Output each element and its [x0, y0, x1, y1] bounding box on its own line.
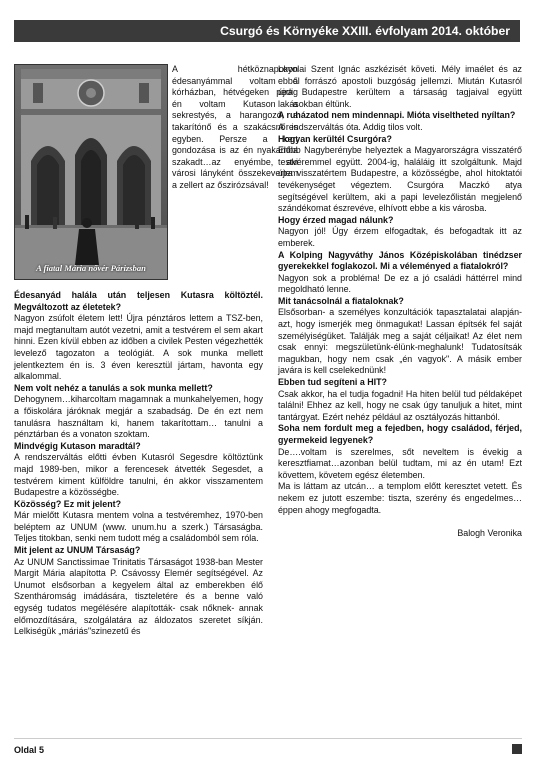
interview-question: Mit tanácsolnál a fiataloknak?	[278, 295, 404, 306]
interview-answer: A rendszerváltás előtti évben Kutasról Segesdre költöztünk majd 1989-ben, mikor a ferencesek átvették Segesdet, a testvérem kiment külföldre tanulni, én akkor visszamentem Budapestre a közösségbe.	[14, 452, 263, 498]
page-header-bar	[14, 20, 520, 42]
interview-question: A ruházatod nem mindennapi. Miótа viseltheted nyíltan?	[278, 110, 516, 121]
article-column-left	[14, 290, 263, 638]
interview-question: A Kolping Nagyváthy János Középiskolában tinédzser gyerekekkel foglakozol. Mi a véleményed a fiatalokról?	[278, 249, 522, 272]
interview-answer: De….voltam is szerelmes, sőt neveltem is évekig a keresztfiamat…azonban belül tudtam, mi az én utam! Ezt követtem, követem egész életemben.	[278, 446, 522, 480]
interview-answer: A rendszerváltás óta. Addig tilos volt.	[278, 121, 423, 132]
interview-question: Hogyan kerültél Csurgóra?	[278, 133, 392, 144]
cathedral-photo-image	[15, 65, 167, 279]
interview-answer: Már mielőtt Kutasra mentem volna a testvéremhez, 1970-ben beléptem az UNUM (www. unum.hu a szerk.) Társaságba. Teljes titokban, senki nem tudott még a családomból sem róla.	[14, 510, 263, 544]
footer-square-mark	[512, 744, 522, 754]
interview-closing: Ma is láttam az utcán… a templom előtt keresztet vetett. És nekem ez jutott eszembe: tiszta, szerény és engedelmes…éppen ahogy megfogadta.	[278, 481, 522, 515]
interview-question: Soha nem fordult meg a fejedben, hogy családod, férjed, gyermekeid legyenek?	[278, 423, 522, 445]
footer-rule	[14, 738, 522, 739]
interview-answer: Csak akkor, ha el tudja fogadni! Ha hiten belül tud példaképet találni! Ehhez az kell, hogy ne csak úgy tanuljuk a hitet, mint tantárgyat. Ezért nehéz például az osztályozás hittanból.	[278, 388, 522, 422]
interview-question: Ebben tud segíteni a HIT?	[278, 377, 387, 388]
page-header-title: Csurgó és Környéke XXIII. évfolyam 2014. október	[220, 24, 510, 38]
interview-question: Hogy érzed magad nálunk?	[278, 214, 394, 225]
author-signature: Balogh Veronika	[457, 527, 522, 538]
interview-answer: Az UNUM Sanctissimae Trinitatis Társaságot 1938-ban Mester Margit Mária alapította P. Csávossy Elemér segítségével. Az Unumot elsősorban a kegyelem által az emberekben élő Szentháromság imádására, tiszteletére és a benne való egység tudatos megélésére alapították- csak nőknek- annak előmozdítására, szolgálatára az áldozatos szeretet síkján. Lelkiségük „máriás"szinezetű és	[14, 556, 263, 637]
interview-question: Nem volt nehéz a tanulás a sok munka mellett?	[14, 382, 213, 393]
article-paragraph: A hétköznapokon édesanyámmal voltam a kórházban, hétvégeken pedig én voltam Kutason a sekrestyés, a harangozó, a takarítónő és a szakácsnő is egyben. Persze a kert gondozása is az én nyakamba szakadt…az enyémbe, aki városi lányként összekevertem a zellert az őszirózsával!	[172, 64, 298, 190]
interview-answer: Előbb Nagyberénybe helyeztek a Magyarországra visszatérő testvéremmel együtt. 2004-ig, haláláig itt szolgáltunk. Majd újra visszatértem Budapestre, a közösségbe, ahol hitoktatói tevékenységet végeztem. Csurgóra Maczkó atya segítségével kerültem, aki a papi levelezőlistán megjelenő szándékomat észrevéve, elhívott ebbe a kis városba.	[278, 145, 522, 214]
interview-answer: Nagyon sok a probléma! De ez a jó családi háttérrel mind megoldható lenne.	[278, 272, 522, 295]
interview-answer: Nagyon jól! Úgy érzem elfogadtak, és befogadtak itt az emberek.	[278, 226, 522, 248]
page-number: Oldal 5	[14, 745, 45, 755]
interview-answer: Elsősorban- a személyes konzultációk tapasztalatai alapján-azt, hogy ismerjék meg önmagukat! Lassan építsék fel saját személyiségüket. Találják meg a saját céljaikat! Az élet nem csak ennyi: megszületünk-élünk-meghalunk! Tudatosítsák magukban, hogy nem csak „én vagyok". A másik ember javára is kell cselekednünk!	[278, 307, 522, 376]
interview-question: Mindvégig Kutason maradtál?	[14, 440, 141, 451]
interview-answer: Loyolai Szent Ignác aszkézisét követi. Mély imaélet és az ebből forrászó apostoli buzgóság jellemzi. Miután Kutasról újra Budapestre kerültem a társaság tagjaival együtt lakásokban éltünk.	[278, 64, 522, 109]
interview-question: Édesanyád halála után teljesen Kutasra költöztél. Megváltozott az életetek?	[14, 290, 263, 312]
photo-nun-in-paris	[14, 64, 168, 280]
article-column-right	[278, 64, 522, 539]
interview-answer: Dehogynem…kiharcoltam magamnak a munkahelyemen, hogy a főiskolára járóknak megjár a szabadság. De én ezt nem tanulásra használtam ki, hanem takarítottam… tanulni a pénztárban és a vonaton szoktam.	[14, 394, 263, 440]
spacer-line	[278, 516, 522, 528]
interview-question: Közösség? Ez mit jelent?	[14, 498, 122, 509]
interview-question: Mit jelent az UNUM Társaság?	[14, 545, 141, 556]
interview-answer: Nagyon zsúfolt életem lett! Újra pénztáros lettem a TSZ-ben, majd megtanultam autót vezetni, amit a testvérem el sem akart hinni. Ezen kívül ebben az időben a civilek Pesten végezhették levelező tagozaton a teológiát. A sok munka mellett jelentkeztem én is. 3 éven keresztül jártam, havonta egy alkalommal.	[14, 313, 263, 382]
photo-caption: A fiatal Mária nővér Párizsban	[36, 263, 146, 273]
